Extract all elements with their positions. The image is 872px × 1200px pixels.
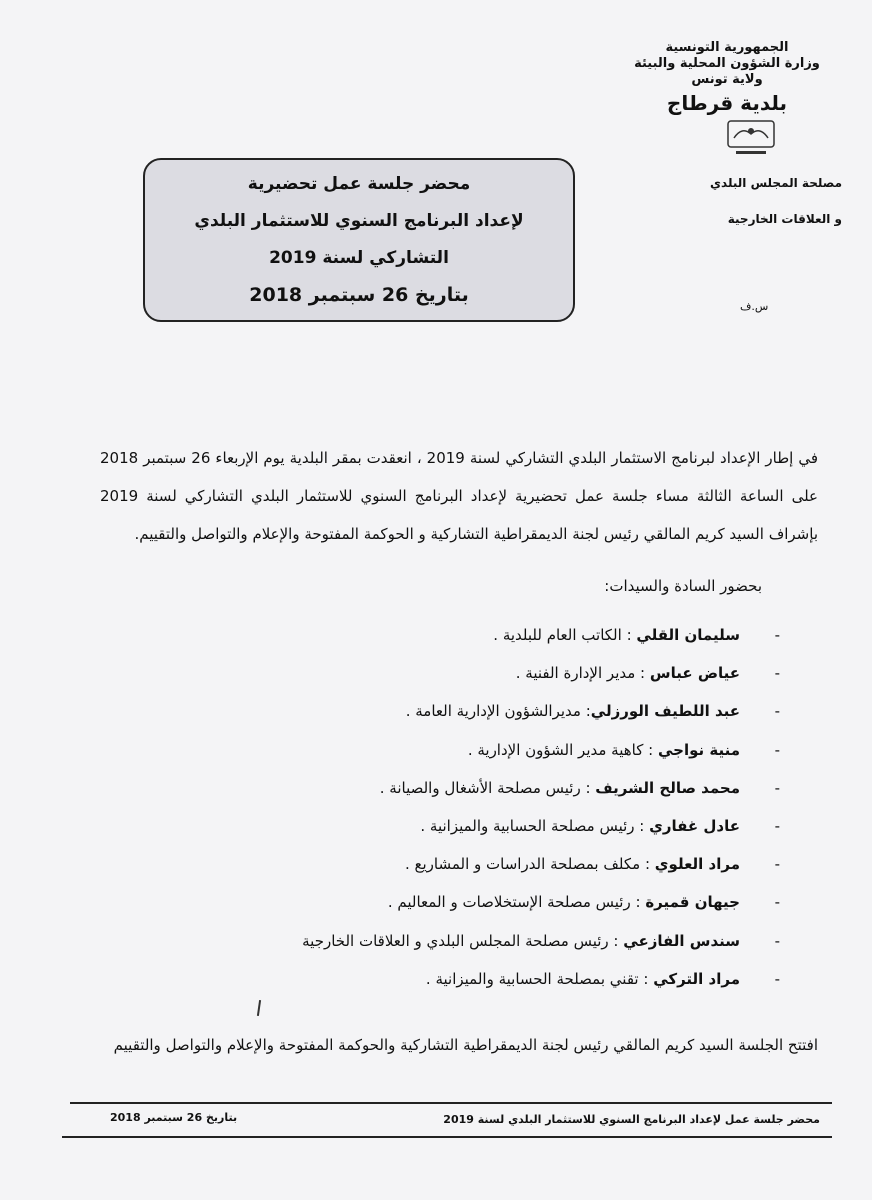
attendee-name: سليمان القلي (636, 626, 740, 644)
government-header (612, 40, 842, 116)
attendee-name: جيهان قميرة (645, 893, 740, 912)
title-line-3: التشاركي لسنة 2019 (269, 248, 449, 268)
footer-rule-top (70, 1102, 832, 1104)
header-municipality: بلدية قرطاج (666, 91, 788, 115)
issuing-office (642, 176, 842, 226)
list-item (100, 807, 780, 845)
attendee-role: : مدير الإدارة الفنية . (515, 664, 646, 683)
attendance-label: بحضور السادة والسيدات: (604, 577, 762, 595)
attendee-list (100, 616, 780, 998)
attendee-role: : رئيس مصلحة الحسابية والميزانية . (420, 816, 645, 835)
header-governorate: ولاية تونس (691, 72, 763, 87)
attendee-name: مراد العلوي (654, 855, 740, 874)
title-line-1: محضر جلسة عمل تحضيرية (247, 174, 471, 194)
attendee-name: منية نواجي (657, 740, 740, 759)
attendee-name: عادل غفاري (649, 816, 740, 835)
list-dash: - (774, 893, 780, 912)
list-item (100, 692, 780, 730)
list-item (100, 769, 780, 807)
attendee-name: عياض عباس (649, 664, 740, 683)
office-line-2: و العلاقات الخارجية (727, 212, 842, 226)
list-dash: - (774, 969, 780, 988)
attendee-role: : مديرالشؤون الإدارية العامة . (405, 702, 591, 721)
attendee-role: : رئيس مصلحة الأشغال والصيانة . (379, 778, 591, 797)
list-dash: - (774, 702, 780, 721)
municipal-crest-icon (722, 118, 780, 158)
list-dash: - (774, 778, 780, 797)
title-line-4: بتاريخ 26 سبتمبر 2018 (249, 284, 469, 306)
list-dash: - (774, 626, 780, 644)
list-dash: - (774, 855, 780, 874)
attendee-role: : مكلف بمصلحة الدراسات و المشاريع . (404, 855, 651, 874)
office-line-1: مصلحة المجلس البلدي (710, 176, 842, 190)
list-item (100, 845, 780, 883)
list-dash: - (774, 740, 780, 759)
intro-paragraph: في إطار الإعداد لبرنامج الاستثمار البلدي التشاركي لسنة 2019 ، انعقدت بمقر البلدية يوم الإربعاء 26 سبتمبر 2018 على الساعة الثالثة مساء جلسة عمل تحضيرية لإعداد البرنامج السنوي للاستثمار البلدي التشاركي لسنة 2019 بإشراف السيد كريم المالقي رئيس لجنة الديمقراطية التشاركية و الحوكمة المفتوحة والإعلام والتواصل والتقييم. (100, 449, 819, 543)
attendee-role: : رئيس مصلحة المجلس البلدي و العلاقات الخارجية (302, 931, 619, 950)
list-item (100, 654, 780, 692)
list-item (100, 731, 780, 769)
attendee-role: : رئيس مصلحة الإستخلاصات و المعاليم . (387, 893, 641, 912)
title-box (143, 158, 575, 322)
title-line-2: لإعداد البرنامج السنوي للاستثمار البلدي (194, 211, 524, 231)
header-ministry: وزارة الشؤون المحلية والبيئة (634, 56, 820, 71)
footer-title: محضر جلسة عمل لإعداد البرنامج السنوي للاستثمار البلدي لسنة 2019 (443, 1113, 820, 1126)
list-item (100, 960, 780, 998)
attendee-role: : كاهية مدير الشؤون الإدارية . (467, 740, 654, 759)
reference-initials: س.ف (740, 300, 769, 313)
header-republic: الجمهورية التونسية (665, 40, 789, 55)
list-dash: - (774, 664, 780, 683)
attendee-role: : الكاتب العام للبلدية . (493, 626, 632, 644)
pen-mark (257, 1000, 261, 1016)
list-dash: - (774, 816, 780, 835)
attendee-name: محمد صالح الشريف (595, 778, 740, 797)
list-item (100, 922, 780, 960)
list-dash: - (774, 931, 780, 950)
attendee-name: سندس الفازعي (623, 931, 740, 950)
list-item (100, 616, 780, 654)
footer-rule-bottom (62, 1136, 832, 1138)
attendee-name: عبد اللطيف الورزلي (590, 702, 740, 721)
attendee-role: : تقني بمصلحة الحسابية والميزانية . (425, 969, 649, 988)
list-item (100, 883, 780, 921)
closing-paragraph: افتتح الجلسة السيد كريم المالقي رئيس لجنة الديمقراطية التشاركية والحوكمة المفتوحة والإعلام والتواصل والتقييم (113, 1036, 818, 1054)
footer-date: بتاريخ 26 سبتمبر 2018 (110, 1111, 238, 1124)
attendee-name: مراد التركي (653, 969, 740, 988)
